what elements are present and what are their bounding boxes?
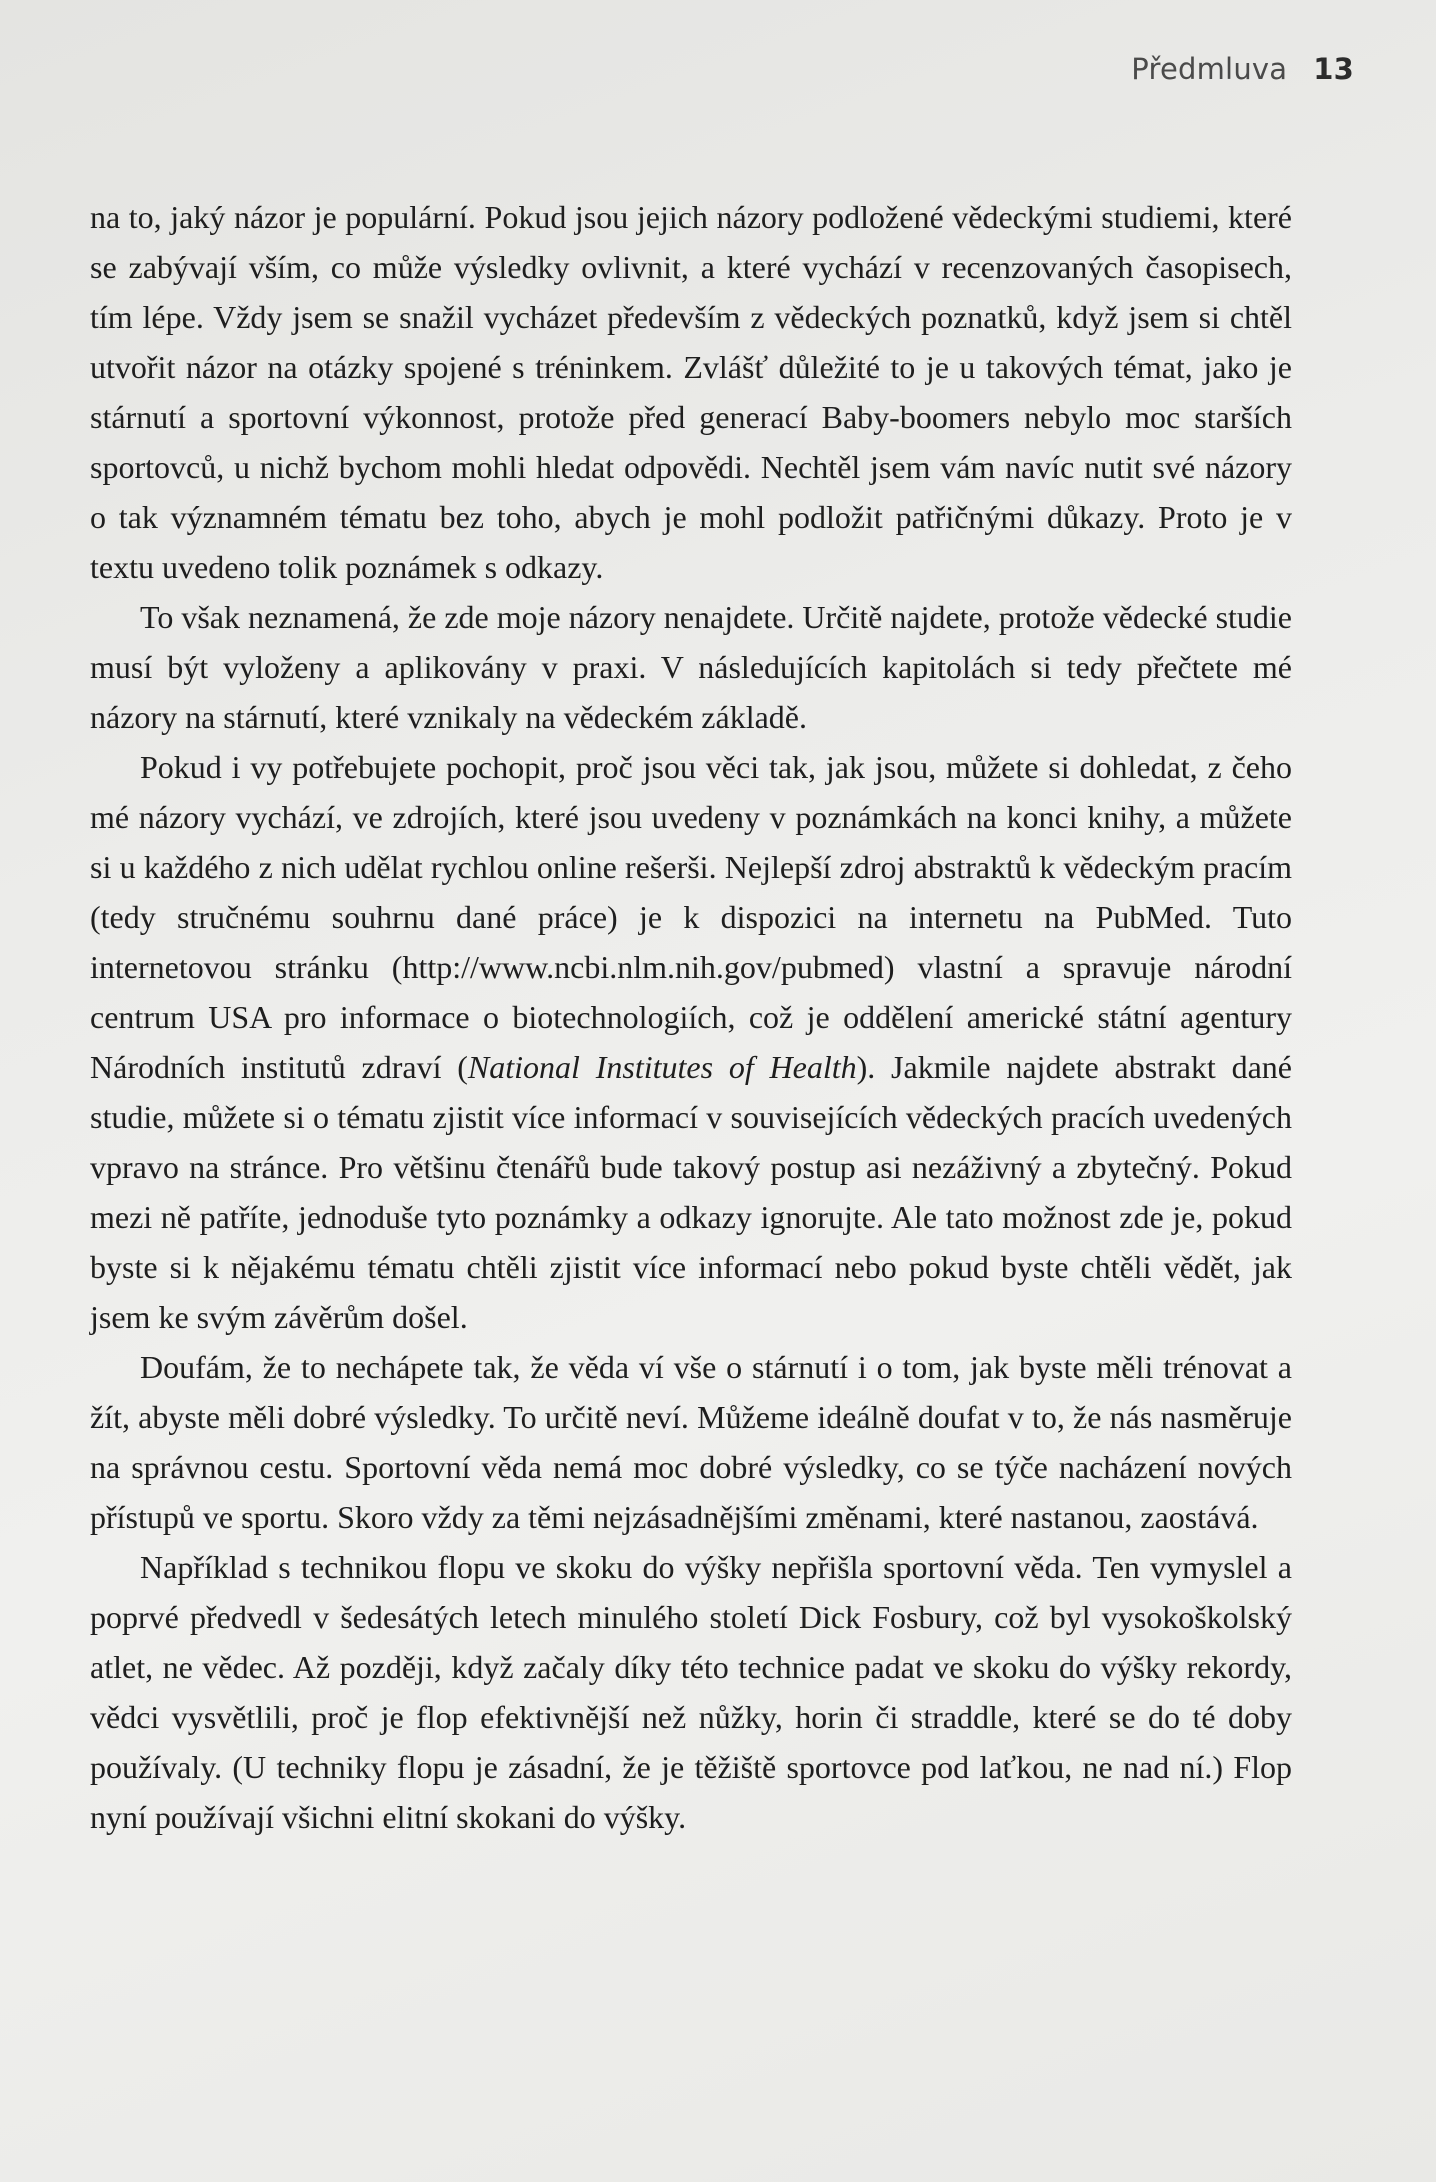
- paragraph-1: [90, 192, 1292, 592]
- paragraph-4: [90, 1342, 1292, 1542]
- paragraph-3: [90, 742, 1292, 1342]
- paragraph-2: [90, 592, 1292, 742]
- paragraph-3-text-end: ). Jakmile najdete abstrakt dané studie, můžete si o tématu zjistit více informací v souvisejících vědeckých pracích uvedených vpravo na stránce. Pro většinu čtenářů bude takový postup asi nezáživný a zbytečný. Pokud mezi ně patříte, jednoduše tyto poznámky a odkazy ignorujte. Ale tato možnost zde je, pokud byste si k nějakému tématu chtěli zjistit více informací nebo pokud byste chtěli vědět, jak jsem ke svým závěrům došel.: [90, 1049, 1292, 1335]
- paragraph-5: [90, 1542, 1292, 1842]
- running-head: [1131, 52, 1354, 86]
- paragraph-3-text-start: Pokud i vy potřebujete pochopit, proč jsou věci tak, jak jsou, můžete si dohledat, z čeho mé názory vychází, ve zdrojích, které jsou uvedeny v poznámkách na konci knihy, a můžete si u každého z nich udělat rychlou online rešerši. Nejlepší zdroj abstraktů k vědeckým pracím (tedy stručnému souhrnu dané práce) je k dispozici na internetu na PubMed. Tuto internetovou stránku (http://www.ncbi.nlm.nih.gov/pubmed) vlastní a spravuje národní centrum USA pro informace o biotechnologiích, což je oddělení americké státní agentury Národních institutů zdraví (: [90, 749, 1292, 1085]
- paragraph-2-text: To však neznamená, že zde moje názory nenajdete. Určitě najdete, protože vědecké studie musí být vyloženy a aplikovány v praxi. V následujících kapitolách si tedy přečtete mé názory na stárnutí, které vznikaly na vědeckém základě.: [90, 599, 1292, 735]
- paragraph-4-text: Doufám, že to nechápete tak, že věda ví vše o stárnutí i o tom, jak byste měli trénovat a žít, abyste měli dobré výsledky. To určitě neví. Můžeme ideálně doufat v to, že nás nasměruje na správnou cestu. Sportovní věda nemá moc dobré výsledky, co se týče nacházení nových přístupů ve sportu. Skoro vždy za těmi nejzásadnějšími změnami, které nastanou, zaostává.: [90, 1349, 1292, 1535]
- body-text: [90, 192, 1292, 1842]
- paragraph-3-italic: National Institutes of Health: [467, 1049, 857, 1085]
- chapter-title: Předmluva: [1131, 52, 1288, 86]
- page-number: 13: [1313, 52, 1354, 86]
- paragraph-5-text: Například s technikou flopu ve skoku do výšky nepřišla sportovní věda. Ten vymyslel a poprvé předvedl v šedesátých letech minulého století Dick Fosbury, což byl vysokoškolský atlet, ne vědec. Až později, když začaly díky této technice padat ve skoku do výšky rekordy, vědci vysvětlili, proč je flop efektivnější než nůžky, horin či straddle, které se do té doby používaly. (U techniky flopu je zásadní, že je těžiště sportovce pod laťkou, ne nad ní.) Flop nyní používají všichni elitní skokani do výšky.: [90, 1549, 1292, 1835]
- paragraph-1-text: na to, jaký názor je populární. Pokud jsou jejich názory podložené vědeckými studiemi, které se zabývají vším, co může výsledky ovlivnit, a které vychází v recenzovaných časopisech, tím lépe. Vždy jsem se snažil vycházet především z vědeckých poznatků, když jsem si chtěl utvořit názor na otázky spojené s tréninkem. Zvlášť důležité to je u takových témat, jako je stárnutí a sportovní výkonnost, protože před generací Baby-boomers nebylo moc starších sportovců, u nichž bychom mohli hledat odpovědi. Nechtěl jsem vám navíc nutit své názory o tak významném tématu bez toho, abych je mohl podložit patřičnými důkazy. Proto je v textu uvedeno tolik poznámek s odkazy.: [90, 199, 1292, 585]
